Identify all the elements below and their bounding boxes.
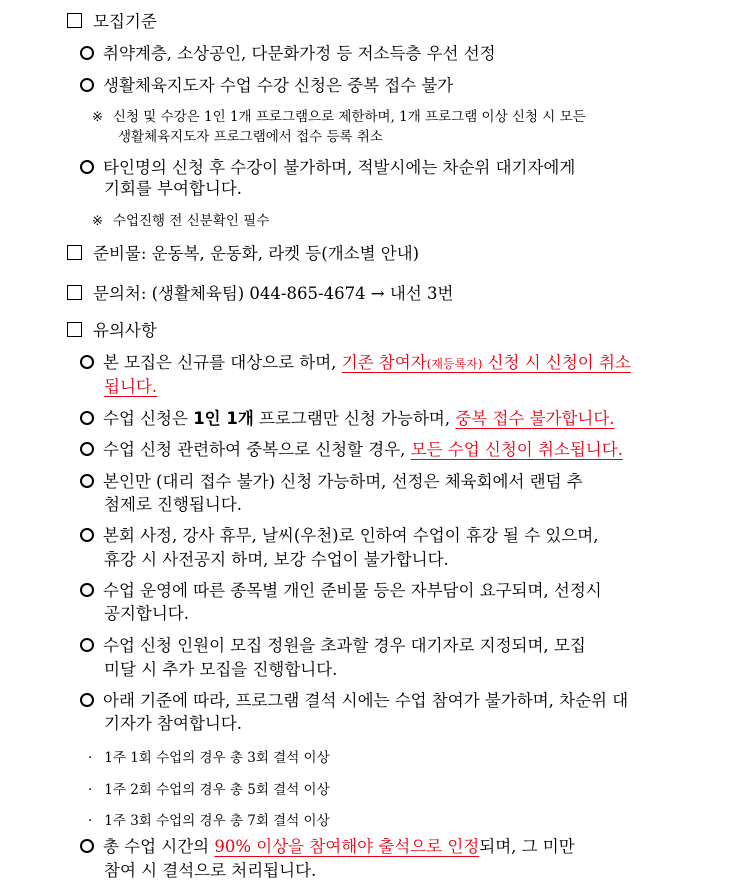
highlight-text: 모든 수업 신청이 취소됩니다.: [410, 440, 623, 459]
circle-bullet-icon: [80, 839, 94, 853]
section-contact: 문의처: (생활체육팀) 044-865-4674 → 내선 3번: [67, 283, 453, 305]
circle-bullet-icon: [80, 355, 94, 369]
absence-rule: · 1주 3회 수업의 경우 총 7회 결석 이상: [88, 813, 330, 829]
list-item-continued: 공지합니다.: [104, 604, 189, 623]
bold-text: 1인 1개: [193, 409, 254, 428]
circle-bullet-icon: [80, 583, 94, 597]
circle-bullet-icon: [80, 46, 94, 60]
section-heading: 유의사항: [93, 321, 157, 340]
list-item-continued: 첨제로 진행됩니다.: [104, 495, 243, 514]
list-item: 수업 운영에 따른 종목별 개인 준비물 등은 자부담이 요구되며, 선정시: [80, 580, 602, 602]
list-item: 총 수업 시간의 90% 이상을 참여해야 출석으로 인정되며, 그 미만: [80, 836, 575, 858]
middle-dot-icon: ·: [88, 782, 93, 798]
list-item-continued: 기자가 참여합니다.: [104, 714, 243, 733]
note-continued: 생활체육지도자 프로그램에서 접수 등록 취소: [118, 129, 383, 145]
list-item-continued: 기회를 부여합니다.: [104, 179, 243, 198]
section-recruit-criteria: [67, 11, 157, 33]
checkbox-square-icon: [67, 245, 82, 260]
circle-bullet-icon: [80, 78, 94, 92]
list-item: 타인명의 신청 후 수강이 불가하며, 적발시에는 차순위 대기자에게: [80, 157, 575, 179]
list-item: 수업 신청 인원이 모집 정원을 초과할 경우 대기자로 지정되며, 모집: [80, 635, 586, 657]
absence-rule: · 1주 2회 수업의 경우 총 5회 결석 이상: [88, 782, 330, 798]
list-item: 수업 신청 관련하여 중복으로 신청할 경우, 모든 수업 신청이 취소됩니다.: [80, 439, 623, 461]
circle-bullet-icon: [80, 160, 94, 174]
circle-bullet-icon: [80, 474, 94, 488]
list-item: 생활체육지도자 수업 수강 신청은 중복 접수 불가: [80, 75, 453, 97]
reference-mark-icon: ※: [92, 110, 103, 125]
list-item: 수업 신청은 1인 1개 프로그램만 신청 가능하며, 중복 접수 불가합니다.: [80, 408, 615, 430]
circle-bullet-icon: [80, 528, 94, 542]
list-item: 취약계층, 소상공인, 다문화가정 등 저소득층 우선 선정: [80, 43, 496, 65]
highlight-text: 기존 참여자(재등록자) 신청 시 신청이 취소: [341, 353, 631, 372]
checkbox-square-icon: [67, 13, 82, 28]
list-item: 아래 기준에 따라, 프로그램 결석 시에는 수업 참여가 불가하며, 차순위 대: [80, 690, 628, 712]
list-item-continued: 휴강 시 사전공지 하며, 보강 수업이 불가합니다.: [104, 550, 449, 569]
list-item-continued: 참여 시 결석으로 처리됩니다.: [104, 861, 317, 880]
highlight-text: 됩니다.: [104, 377, 158, 396]
checkbox-square-icon: [67, 322, 82, 337]
list-item-continued: 미달 시 추가 모집을 진행합니다.: [104, 660, 338, 679]
checkbox-square-icon: [67, 285, 82, 300]
list-item-continued: [104, 376, 157, 398]
circle-bullet-icon: [80, 638, 94, 652]
section-precautions: [67, 320, 157, 342]
note: ※ 수업진행 전 신분확인 필수: [92, 213, 270, 229]
list-item: 본 모집은 신규를 대상으로 하며, 기존 참여자(재등록자) 신청 시 신청이 취소: [80, 352, 631, 375]
middle-dot-icon: ·: [88, 813, 93, 829]
circle-bullet-icon: [80, 411, 94, 425]
list-item: 본회 사정, 강사 휴무, 날씨(우천)로 인하여 수업이 휴강 될 수 있으며,: [80, 525, 598, 547]
highlight-text: 중복 접수 불가합니다.: [455, 409, 615, 428]
circle-bullet-icon: [80, 693, 94, 707]
note: ※ 신청 및 수강은 1인 1개 프로그램으로 제한하며, 1개 프로그램 이상 신청 시 모든: [92, 109, 586, 125]
absence-rule: · 1주 1회 수업의 경우 총 3회 결석 이상: [88, 750, 330, 766]
section-supplies: 준비물: 운동복, 운동화, 라켓 등(개소별 안내): [67, 243, 419, 265]
highlight-text: 90% 이상을 참여해야 출석으로 인정: [214, 837, 480, 856]
reference-mark-icon: ※: [92, 214, 103, 229]
middle-dot-icon: ·: [88, 750, 93, 766]
section-heading: 모집기준: [93, 12, 157, 31]
list-item: 본인만 (대리 접수 불가) 신청 가능하며, 선정은 체육회에서 랜덤 추: [80, 471, 583, 493]
circle-bullet-icon: [80, 442, 94, 456]
